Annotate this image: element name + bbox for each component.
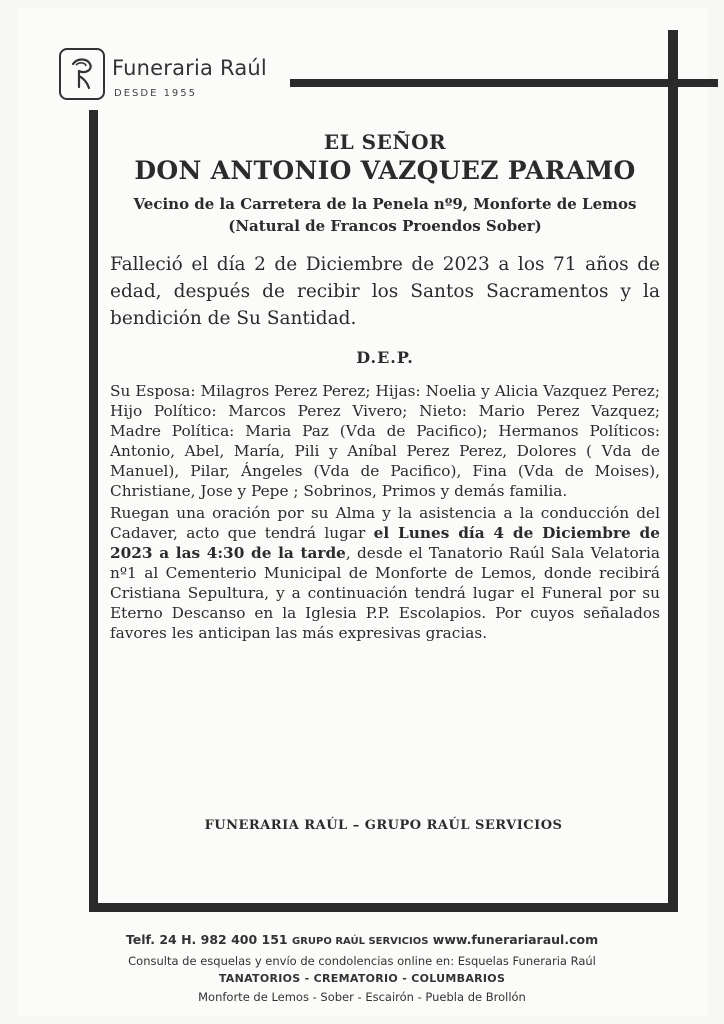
- prayer-paragraph: [110, 503, 660, 643]
- funeral-date-time: el Lunes día 4 de Diciembre de 2023 a las 4:30 de la tarde: [110, 524, 660, 562]
- frame-left-line: [89, 110, 98, 910]
- footer-phone: Telf. 24 H. 982 400 151: [125, 932, 288, 947]
- prayer-text-before: Ruegan una oración por su Alma y la asistencia a la conducción del Cadaver, acto que tendrá lugar: [110, 504, 660, 542]
- logo-since: DESDE 1955: [114, 88, 198, 99]
- footer-group: GRUPO RAÚL SERVICIOS: [292, 936, 429, 947]
- footer: [0, 930, 724, 1006]
- dep-heading: D.E.P.: [356, 348, 414, 367]
- signature-line: FUNERARIA RAÚL – GRUPO RAÚL SERVICIOS: [204, 818, 563, 833]
- frame-top-line: [290, 79, 718, 87]
- rose-emblem-icon: [67, 56, 97, 92]
- footer-online: Consulta de esquelas y envío de condolencias online en: Esquelas Funeraria Raúl: [128, 954, 596, 968]
- notice-title-small: EL SEÑOR: [323, 130, 447, 154]
- notice-body: [110, 120, 660, 643]
- logo-wordmark: Funeraria Raúl: [112, 56, 267, 80]
- frame-bottom-line: [89, 903, 678, 912]
- footer-locations: Monforte de Lemos - Sober - Escairón - Puebla de Brollón: [198, 990, 526, 1004]
- family-list: Su Esposa: Milagros Perez Perez; Hijas: Noelia y Alicia Vazquez Perez; Hijo Político: Marcos Perez Vivero; Nieto: Mario Perez Vazquez; Madre Política: Maria Paz (Vda de Pacifico); Hermanos Políticos: Antonio, Abel, María, Pili y Aníbal Perez Perez, Dolores ( Vda de Manuel), Pilar, Ángeles (Vda de Pacifico), Fina (Vda de Moises), Christiane, Jose y Pepe ; Sobrinos, Primos y demás familia.: [110, 382, 660, 500]
- deceased-name: DON ANTONIO VAZQUEZ PARAMO: [134, 156, 636, 185]
- footer-website[interactable]: www.funerariaraul.com: [432, 932, 599, 947]
- residence-line: Vecino de la Carretera de la Penela nº9, Monforte de Lemos (Natural de Francos Proendos Sober): [133, 195, 637, 235]
- funeraria-logo-icon: [59, 48, 105, 100]
- death-announcement: Falleció el día 2 de Diciembre de 2023 a los 71 años de edad, después de recibir los Santos Sacramentos y la bendición de Su Santidad.: [110, 254, 660, 329]
- footer-contact-line: [0, 930, 724, 952]
- prayer-text-after: , desde el Tanatorio Raúl Sala Velatoria nº1 al Cementerio Municipal de Monforte de Lemos, donde recibirá Cristiana Sepultura, y a continuación tendrá lugar el Funeral por su Eterno Descanso en la Iglesia P.P. Escolapios. Por cuyos señalados favores les anticipan las más expresivas gracias.: [110, 544, 660, 642]
- frame-right-line: [668, 30, 678, 912]
- footer-services: TANATORIOS - CREMATORIO - COLUMBARIOS: [218, 972, 506, 985]
